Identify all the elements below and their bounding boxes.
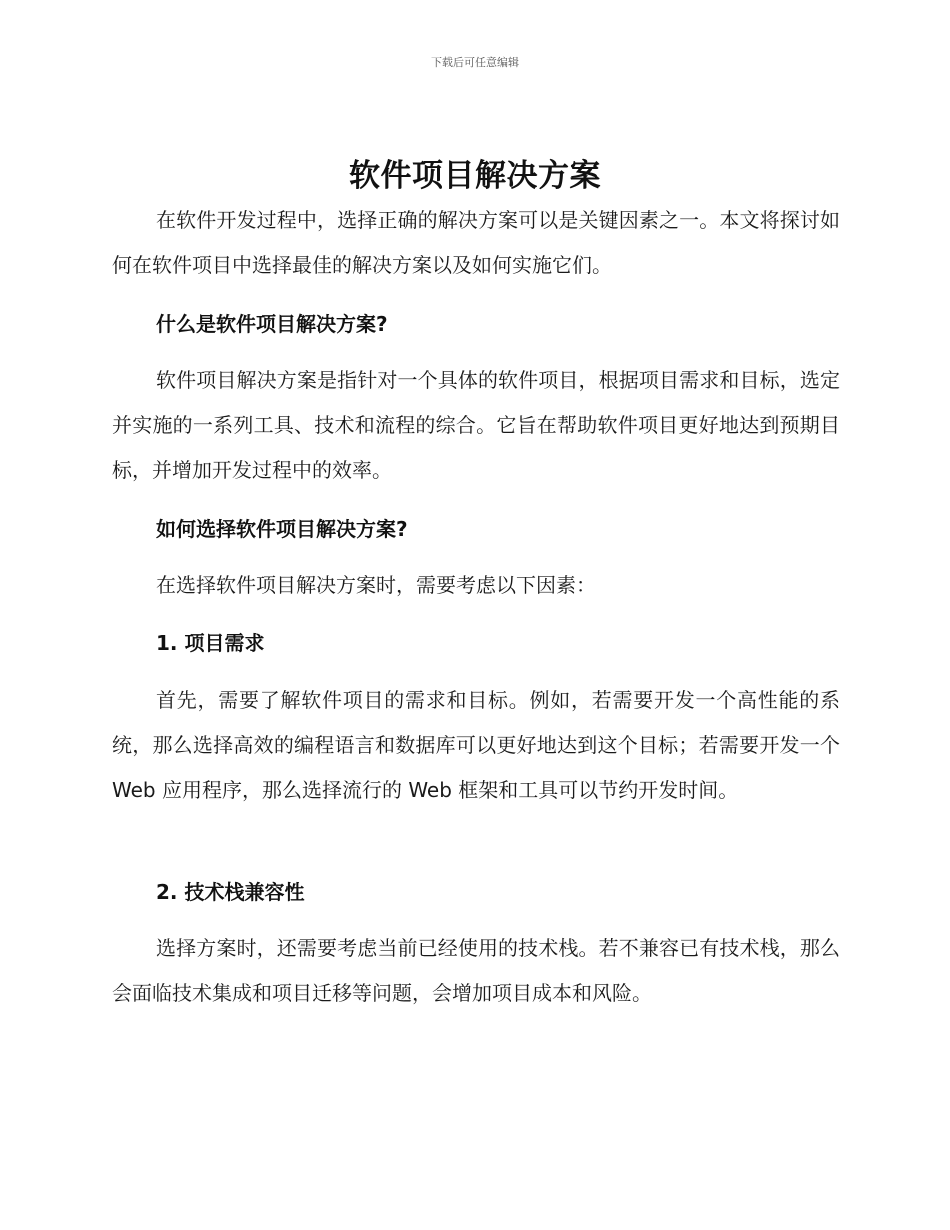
factor-paragraph-requirements: 首先，需要了解软件项目的需求和目标。例如，若需要开发一个高性能的系统，那么选择高效的编程语言和数据库可以更好地达到这个目标；若需要开发一个 Web 应用程序，那么选择流行的 Web 框架和工具可以节约开发时间。	[112, 688, 840, 802]
factor-heading-requirements: 1. 项目需求	[156, 631, 265, 655]
section-heading-what: 什么是软件项目解决方案?	[156, 312, 388, 336]
intro-paragraph: 在软件开发过程中，选择正确的解决方案可以是关键因素之一。本文将探讨如何在软件项目中选择最佳的解决方案以及如何实施它们。	[112, 208, 840, 277]
page-title: 软件项目解决方案	[349, 158, 601, 194]
factor-paragraph-compatibility: 选择方案时，还需要考虑当前已经使用的技术栈。若不兼容已有技术栈，那么会面临技术集成和项目迁移等问题，会增加项目成本和风险。	[112, 936, 840, 1005]
section-paragraph-what: 软件项目解决方案是指针对一个具体的软件项目，根据项目需求和目标，选定并实施的一系列工具、技术和流程的综合。它旨在帮助软件项目更好地达到预期目标，并增加开发过程中的效率。	[112, 368, 840, 482]
section-paragraph-how: 在选择软件项目解决方案时，需要考虑以下因素：	[156, 573, 596, 597]
header-note: 下载后可任意编辑	[431, 56, 519, 69]
factor-heading-compatibility: 2. 技术栈兼容性	[156, 880, 305, 904]
section-heading-how: 如何选择软件项目解决方案?	[156, 517, 408, 541]
